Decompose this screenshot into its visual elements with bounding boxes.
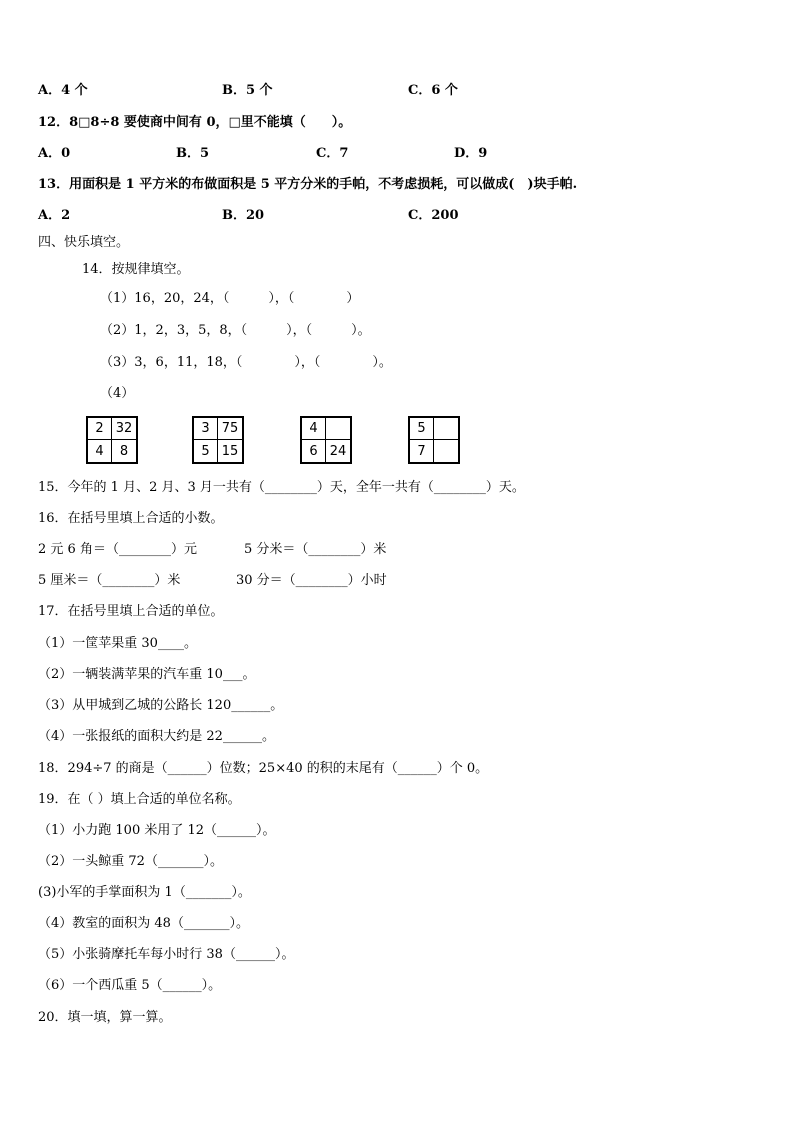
q13-stem: 13．用面积是 1 平方米的布做面积是 5 平方分米的手帕，不考虑损耗，可以做成( )块手帕. xyxy=(38,177,578,192)
grid-cell xyxy=(434,440,458,462)
q17-item-2: （2）一辆装满苹果的汽车重 10___。 xyxy=(38,667,256,682)
q13-option-b: B．20 xyxy=(222,208,265,223)
q16-item: 5 分米＝（________）米 xyxy=(244,542,387,557)
q19-item-3: (3)小军的手掌面积为 1（_______）。 xyxy=(38,885,251,900)
grid-cell: 24 xyxy=(329,443,347,459)
q14-item-1: （1）16，20，24，（ ），（ ） xyxy=(100,291,360,306)
q17-item-3: （3）从甲城到乙城的公路长 120______。 xyxy=(38,698,284,713)
grid-cell: 7 xyxy=(410,440,434,462)
section-title: 四、快乐填空。 xyxy=(38,235,130,250)
q19-item-2: （2）一头鲸重 72（_______）。 xyxy=(38,854,223,869)
q18-stem: 18．294÷7 的商是（______）位数；25×40 的积的末尾有（______）个 0。 xyxy=(38,761,489,776)
number-grid-4 xyxy=(408,416,460,464)
number-grid-2 xyxy=(192,416,244,464)
q17-item-4: （4）一张报纸的面积大约是 22______。 xyxy=(38,729,275,744)
q14-stem: 14．按规律填空。 xyxy=(82,262,190,277)
q12-option-c: C．7 xyxy=(316,146,349,161)
q14-item-2: （2）1，2，3，5，8，（ ），（ ）。 xyxy=(100,323,371,338)
q19-item-4: （4）教室的面积为 48（_______）。 xyxy=(38,916,249,931)
q13-option-a: A．2 xyxy=(38,208,71,223)
q15-stem: 15．今年的 1 月、2 月、3 月一共有（________）天，全年一共有（________）天。 xyxy=(38,480,525,495)
grid-cell xyxy=(434,418,458,440)
q19-item-6: （6）一个西瓜重 5（______）。 xyxy=(38,978,222,993)
q16-item: 5 厘米＝（________）米 xyxy=(38,573,181,588)
q16-item: 30 分＝（________）小时 xyxy=(236,573,387,588)
q19-item-5: （5）小张骑摩托车每小时行 38（______）。 xyxy=(38,947,295,962)
q12-option-d: D．9 xyxy=(454,146,488,161)
number-grid-1 xyxy=(86,416,138,464)
q12-option-a: A．0 xyxy=(38,146,71,161)
grid-cell: 2 xyxy=(88,418,112,440)
q11-option-b: B．5 个 xyxy=(222,83,273,98)
grid-cell: 5 xyxy=(410,418,434,440)
grid-cell: 3 xyxy=(194,418,218,440)
q11-option-a: A．4 个 xyxy=(38,83,88,98)
q20-stem: 20．填一填，算一算。 xyxy=(38,1010,172,1025)
grid-cell: 4 xyxy=(88,440,112,462)
grid-cell: 6 xyxy=(302,440,326,462)
q12-stem: 12．8□8÷8 要使商中间有 0，□里不能填（ ）。 xyxy=(38,115,352,130)
q17-item-1: （1）一筐苹果重 30____。 xyxy=(38,636,197,651)
q17-stem: 17．在括号里填上合适的单位。 xyxy=(38,604,224,619)
grid-cell: 32 xyxy=(112,418,136,440)
q19-stem: 19．在（ ）填上合适的单位名称。 xyxy=(38,792,241,807)
grid-cell: 15 xyxy=(221,443,239,459)
number-grid-3 xyxy=(300,416,352,464)
q11-option-c: C．6 个 xyxy=(408,83,458,98)
q14-item-3: （3）3，6，11，18，（ ），（ ）。 xyxy=(100,355,392,370)
grid-cell: 5 xyxy=(194,440,218,462)
grid-cell xyxy=(326,418,350,440)
grid-cell: 75 xyxy=(218,418,242,440)
q16-item: 2 元 6 角＝（________）元 xyxy=(38,542,197,557)
grid-cell: 4 xyxy=(302,418,326,440)
q16-stem: 16．在括号里填上合适的小数。 xyxy=(38,511,224,526)
q12-option-b: B．5 xyxy=(176,146,210,161)
q14-item-4: （4） xyxy=(100,386,135,401)
q13-option-c: C．200 xyxy=(408,208,459,223)
grid-cell: 8 xyxy=(119,443,129,459)
q19-item-1: （1）小力跑 100 米用了 12（______）。 xyxy=(38,823,276,838)
